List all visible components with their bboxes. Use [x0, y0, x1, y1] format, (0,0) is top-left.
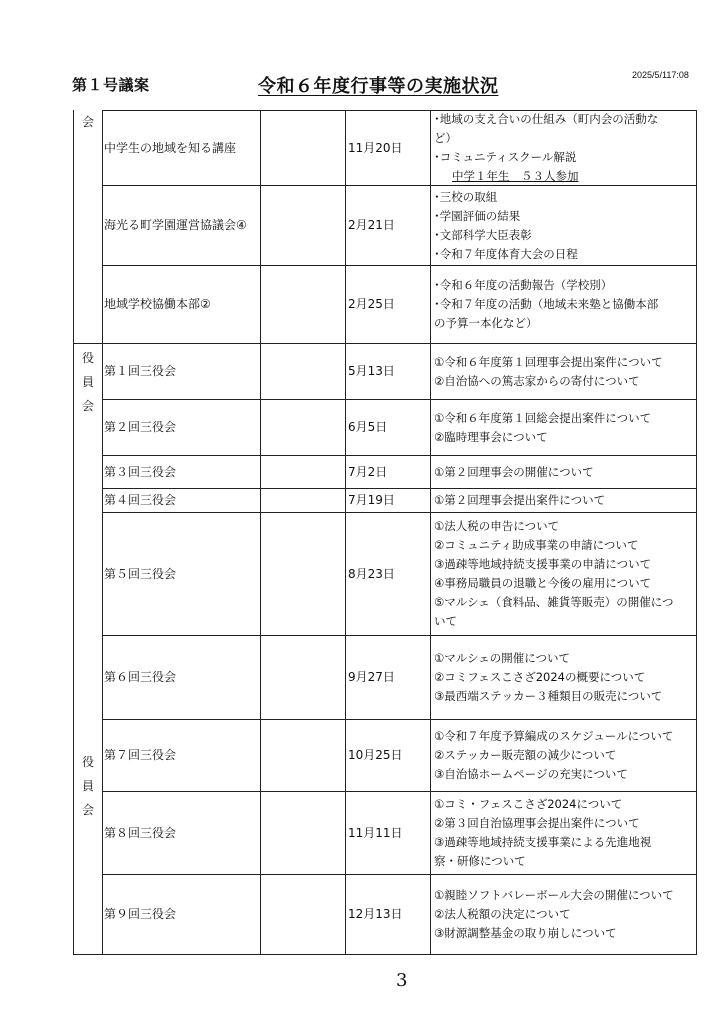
- table-border: [73, 110, 74, 954]
- detail-line: いて: [434, 614, 457, 628]
- event-name: 第８回三役会: [104, 825, 177, 840]
- event-name: 海光る町学園運営協議会④: [104, 218, 247, 232]
- detail-line: ･地域の支え合いの仕組み（町内会の活動な: [434, 112, 659, 126]
- print-timestamp: 2025/5/117:08: [632, 70, 689, 80]
- group-label-char: 会: [81, 399, 94, 413]
- detail-line: ③過疎等地域持続支援事業による先進地視: [434, 835, 652, 849]
- detail-line: ･令和７年度体育大会の日程: [434, 246, 578, 261]
- event-details: [434, 400, 694, 455]
- detail-line: 察・研修について: [434, 854, 526, 868]
- event-date: 11月20日: [348, 140, 403, 155]
- event-date: 11月11日: [348, 825, 403, 840]
- event-name: 地域学校協働本部②: [104, 297, 211, 311]
- table-border: [73, 954, 697, 955]
- event-name: 第５回三役会: [104, 566, 177, 581]
- table-border: [430, 110, 431, 954]
- detail-line: の予算一本化など）: [434, 316, 538, 330]
- event-details: [434, 513, 694, 635]
- detail-line: ②法人税額の決定について: [434, 907, 571, 921]
- group-label-char: 員: [81, 779, 94, 793]
- page-number: 3: [396, 970, 408, 991]
- detail-line: ①令和６年度第１回総会提出案件について: [434, 410, 652, 425]
- event-date: 7月19日: [348, 493, 395, 507]
- event-details: [434, 266, 694, 343]
- event-name: 第２回三役会: [104, 420, 177, 434]
- detail-line: ②コミュニティ助成事業の申請について: [434, 538, 639, 552]
- event-name: 第３回三役会: [104, 464, 177, 479]
- detail-line: ･令和７年度の活動（地域未来塾と協働本部: [434, 297, 659, 311]
- detail-line: ①令和７年度予算編成のスケジュールについて: [434, 729, 674, 743]
- event-details: [434, 456, 694, 488]
- detail-line: ①親睦ソフトバレーボール大会の開催について: [434, 888, 674, 902]
- detail-line: ①コミ・フェスこさざ2024について: [434, 797, 623, 811]
- event-date: 10月25日: [348, 748, 403, 762]
- event-date: 2月25日: [348, 297, 395, 311]
- event-details: [434, 186, 694, 265]
- table-border: [102, 110, 103, 954]
- detail-line: ③財源調整基金の取り崩しについて: [434, 926, 617, 940]
- table-border: [260, 110, 261, 954]
- event-details: [434, 720, 694, 791]
- detail-line: ③過疎等地域持続支援事業の申請について: [434, 557, 652, 571]
- detail-line: ③最西端ステッカー３種類目の販売について: [434, 689, 663, 703]
- detail-line: ⑤マルシェ（食料品、雑貨等販売）の開催につ: [434, 595, 674, 609]
- detail-line: ど）: [434, 131, 457, 145]
- detail-line: ①第２回理事会の開催について: [434, 464, 594, 479]
- event-name: 中学生の地域を知る講座: [104, 140, 237, 155]
- detail-line: ･三校の取組: [434, 189, 498, 204]
- group-label-char: 会: [81, 803, 94, 817]
- detail-line: ･学園評価の結果: [434, 208, 521, 223]
- detail-line: ①第２回理事会提出案件について: [434, 493, 606, 507]
- event-name: 第７回三役会: [104, 748, 177, 762]
- group-label: [78, 348, 98, 420]
- detail-line: ①法人税の申告について: [434, 519, 560, 533]
- table-border: [696, 110, 697, 954]
- detail-line: ②臨時理事会について: [434, 429, 548, 444]
- event-name: 第９回三役会: [104, 907, 177, 921]
- event-date: 5月13日: [348, 364, 395, 378]
- detail-line: ･コミュニティスクール解説: [434, 150, 577, 164]
- event-name: 第１回三役会: [104, 364, 177, 378]
- group-label-char: 役: [81, 755, 94, 769]
- event-date: 2月21日: [348, 218, 395, 232]
- detail-line: ①令和６年度第１回理事会提出案件について: [434, 354, 663, 369]
- detail-line: ②自治協への篤志家からの寄付について: [434, 373, 640, 388]
- detail-line: ･文部科学大臣表彰: [434, 227, 532, 242]
- table-border: [345, 110, 346, 954]
- document-title: 令和６年度行事等の実施状況: [258, 76, 499, 97]
- detail-line: ④事務局職員の退職と今後の雇用について: [434, 576, 652, 590]
- detail-line: ②ステッカー販売額の減少について: [434, 748, 617, 762]
- event-date: 8月23日: [348, 566, 395, 581]
- detail-line: ②第３回自治協理事会提出案件について: [434, 816, 640, 830]
- event-details: [434, 636, 694, 719]
- event-name: 第６回三役会: [104, 670, 177, 684]
- event-date: 7月2日: [348, 464, 388, 479]
- event-details: [434, 489, 694, 512]
- event-details: [434, 111, 694, 185]
- event-date: 6月5日: [348, 420, 388, 434]
- group-label: [78, 752, 98, 824]
- detail-line: 中学１年生 ５３人参加: [452, 169, 579, 183]
- event-details: [434, 792, 694, 874]
- event-name: 第４回三役会: [104, 493, 177, 507]
- detail-line: ①マルシェの開催について: [434, 651, 571, 665]
- event-date: 12月13日: [348, 907, 403, 921]
- event-details: [434, 875, 694, 954]
- group-label: [78, 112, 98, 136]
- agenda-number: 第１号議案: [72, 76, 150, 94]
- event-details: [434, 344, 694, 399]
- group-label-char: 役: [81, 351, 94, 365]
- detail-line: ③自治協ホームページの充実について: [434, 767, 628, 781]
- detail-line: ･令和６年度の活動報告（学校別）: [434, 278, 613, 292]
- event-date: 9月27日: [348, 670, 395, 684]
- group-label-char: 員: [81, 375, 94, 389]
- group-label-char: 会: [81, 115, 94, 129]
- detail-line: ②コミフェスこさざ2024の概要について: [434, 670, 646, 684]
